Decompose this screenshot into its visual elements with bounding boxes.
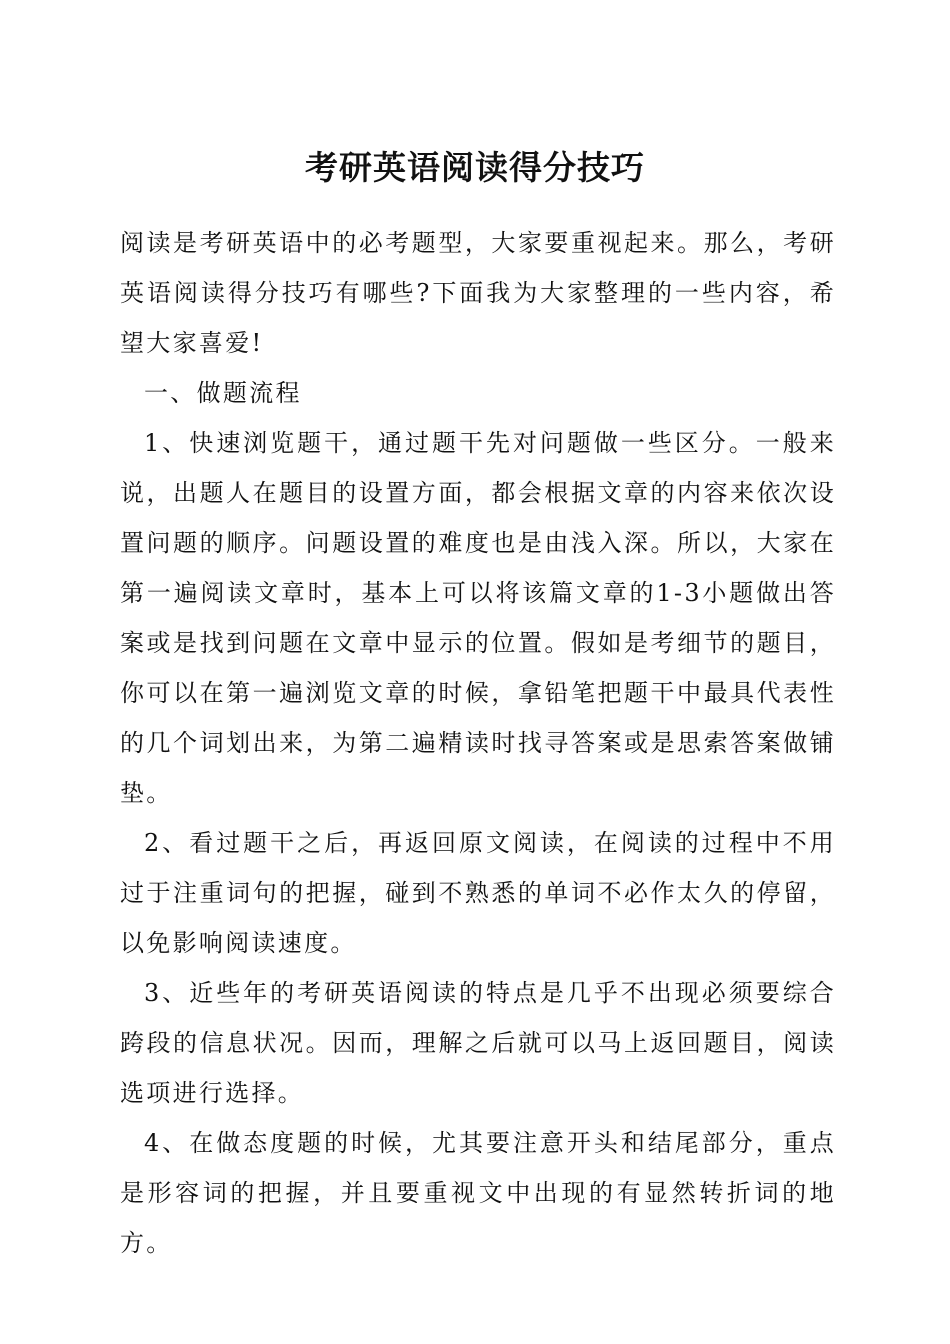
step-2-paragraph: 2、看过题干之后，再返回原文阅读，在阅读的过程中不用过于注重词句的把握，碰到不熟悉的单词不必作太久的停留，以免影响阅读速度。 xyxy=(120,829,836,957)
document-title: 考研英语阅读得分技巧 xyxy=(305,148,645,187)
step-4-paragraph: 4、在做态度题的时候，尤其要注意开头和结尾部分，重点是形容词的把握，并且要重视文中出现的有显然转折词的地方。 xyxy=(120,1129,836,1257)
document-body xyxy=(120,218,836,1268)
step-1-paragraph: 1、快速浏览题干，通过题干先对问题做一些区分。一般来说，出题人在题目的设置方面，都会根据文章的内容来依次设置问题的顺序。问题设置的难度也是由浅入深。所以，大家在第一遍阅读文章时，基本上可以将该篇文章的1-3小题做出答案或是找到问题在文章中显示的位置。假如是考细节的题目，你可以在第一遍浏览文章的时候，拿铅笔把题干中最具代表性的几个词划出来，为第二遍精读时找寻答案或是思索答案做铺垫。 xyxy=(120,429,836,807)
intro-paragraph: 阅读是考研英语中的必考题型，大家要重视起来。那么，考研英语阅读得分技巧有哪些?下面我为大家整理的一些内容，希望大家喜爱! xyxy=(120,229,836,357)
step-3-paragraph: 3、近些年的考研英语阅读的特点是几乎不出现必须要综合跨段的信息状况。因而，理解之后就可以马上返回题目，阅读选项进行选择。 xyxy=(120,979,836,1107)
section-heading: 一、做题流程 xyxy=(144,379,302,407)
